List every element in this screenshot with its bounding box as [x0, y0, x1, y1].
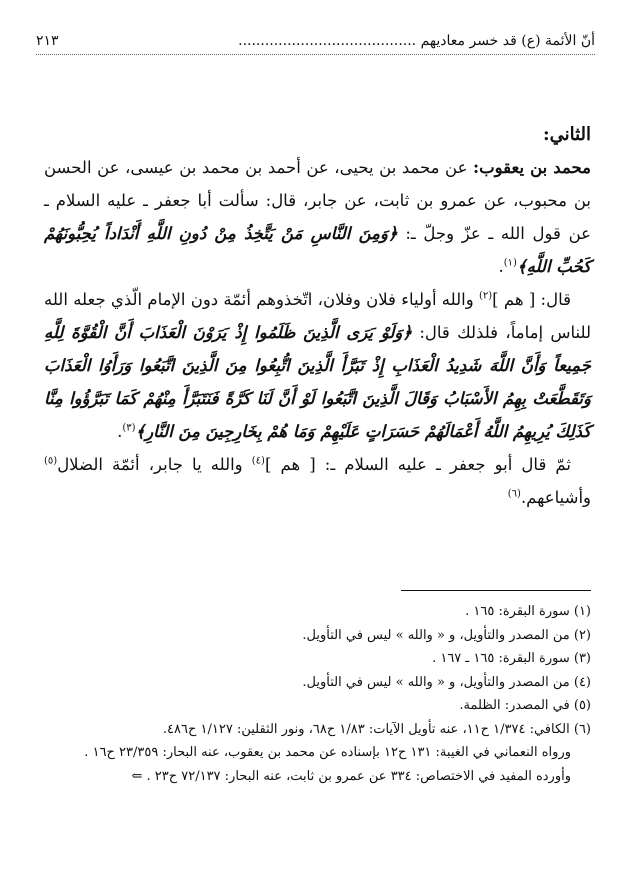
quran-verse-2: ﴿وَلَوْ يَرَى الَّذِينَ ظَلَمُوا إِذْ يَرَوْنَ الْعَذَابَ أَنَّ الْقُوَّةَ لِلَّهِ جَمِيعاً وَأَنَّ اللَّهَ شَدِيدُ الْعَذَابِ إِذْ تَبَرَّأَ الَّذِينَ اتُّبِعُوا مِنَ الَّذِينَ اتَّبَعُوا وَرَأَوُا الْعَذَابَ وَتَقَطَّعَتْ بِهِمُ الأَسْبَابُ وَقَالَ الَّذِينَ اتَّبَعُوا لَوْ أَنَّ لَنَا كَرَّةً فَنَتَبَرَّأَ مِنْهُمْ كَمَا تَبَرَّؤُوا مِنَّا كَذَلِكَ يُرِيهِمُ اللَّهُ أَعْمَالَهُمْ حَسَرَاتٍ عَلَيْهِمْ وَمَا هُمْ بِخَارِجِينَ مِنَ النَّارِ﴾: [44, 323, 591, 441]
running-header: [36, 30, 595, 52]
footnote-5: (٥) في المصدر: الظلمة.: [459, 698, 591, 713]
main-text: [44, 118, 591, 514]
header-divider: [36, 54, 595, 55]
footnote-divider: [401, 590, 591, 591]
quran-verse-1: ﴿وَمِنَ النَّاسِ مَنْ يَتَّخِذُ مِنْ دُونِ اللَّهِ أَنْدَاداً يُحِبُّونَهُمْ كَحُبِّ اللَّهِ﴾: [44, 224, 591, 276]
header-dots: ........................................: [238, 33, 417, 49]
footnote-2: (٢) من المصدر والتأويل، و « والله » ليس في التأويل.: [302, 627, 591, 643]
footnote-1: (١) سورة البقرة: ١٦٥ .: [465, 604, 591, 619]
footnote-3: (٣) سورة البقرة: ١٦٥ ـ ١٦٧ .: [432, 651, 591, 666]
page-number: ٢١٣: [36, 33, 59, 49]
footnote-6-continued: ورواه النعماني في الغيبة: ١٣١ ح١٢ بإسناده عن محمد بن يعقوب، عنه البحار: ٢٣/٣٥٩ ح١٦ .: [84, 745, 571, 760]
note-ref-1: (١): [503, 257, 517, 269]
note-ref-4: (٤): [251, 455, 265, 467]
paragraph-3: ثمّ قال أبو جعفر ـ عليه السلام ـ: [ هم ]$^{(٤)}$ والله يا جابر، أئمّة الضلال$^{(٥)}$ وأشياعهم.$^{(٦)}$: [44, 455, 591, 507]
paragraph-1: محمد بن يعقوب: عن محمد بن يحيى، عن أحمد بن محمد بن عيسى، عن الحسن بن محبوب، عن عمرو بن ثابت، عن جابر، قال: سألت أبا جعفر ـ عليه السلام ـ عن قول الله ـ عزّ وجلّ ـ: ﴿وَمِنَ النَّاسِ مَنْ يَتَّخِذُ مِنْ دُونِ اللَّهِ أَنْدَاداً يُحِبُّونَهُمْ كَحُبِّ اللَّهِ﴾$^{(١)}$.: [44, 158, 592, 276]
section-heading: الثاني:: [542, 124, 591, 145]
note-ref-5: (٥): [44, 455, 58, 467]
narrator-name: محمد بن يعقوب:: [473, 158, 591, 177]
isnad-chain: عن محمد بن يحيى، عن أحمد بن محمد بن عيسى، عن الحسن بن محبوب، عن عمرو بن ثابت، عن جابر، قال: سألت أبا جعفر ـ عليه السلام ـ عن قول الله ـ عزّ وجلّ ـ:: [44, 158, 592, 243]
footnote-4: (٤) من المصدر والتأويل، و « والله » ليس في التأويل.: [302, 674, 591, 690]
note-ref-2: (٢): [478, 290, 493, 302]
running-title: أنّ الأئمة (ع) قد خسر معاديهم ........................................: [238, 33, 595, 49]
note-ref-3: (٣): [122, 422, 136, 434]
footnote-6: (٦) الكافي: ١/٣٧٤ ح١١، عنه تأويل الآيات: ١/٨٣ ح٦٨، ونور الثقلين: ١/١٢٧ ح٤٨٦.: [162, 721, 591, 737]
note-ref-6: (٦): [507, 488, 521, 500]
footnotes: [44, 600, 591, 788]
paragraph-2: قال: [ هم ]$^{(٢)}$ والله أولياء فلان وفلان، اتّخذوهم أئمّة دون الإمام الّذي جعله الله للناس إماماً، فلذلك قال: ﴿وَلَوْ يَرَى الَّذِينَ ظَلَمُوا إِذْ يَرَوْنَ الْعَذَابَ أَنَّ الْقُوَّةَ لِلَّهِ جَمِيعاً وَأَنَّ اللَّهَ شَدِيدُ الْعَذَابِ إِذْ تَبَرَّأَ الَّذِينَ اتُّبِعُوا مِنَ الَّذِينَ اتَّبَعُوا وَرَأَوُا الْعَذَابَ وَتَقَطَّعَتْ بِهِمُ الأَسْبَابُ وَقَالَ الَّذِينَ اتَّبَعُوا لَوْ أَنَّ لَنَا كَرَّةً فَنَتَبَرَّأَ مِنْهُمْ كَمَا تَبَرَّؤُوا مِنَّا كَذَلِكَ يُرِيهِمُ اللَّهُ أَعْمَالَهُمْ حَسَرَاتٍ عَلَيْهِمْ وَمَا هُمْ بِخَارِجِينَ مِنَ النَّارِ﴾$^{(٣)}$.: [44, 290, 591, 441]
footnote-6-continued-2: وأورده المفيد في الاختصاص: ٣٣٤ عن عمرو بن ثابت، عنه البحار: ٧٢/١٣٧ ح٢٣ . ⇐: [131, 768, 571, 784]
